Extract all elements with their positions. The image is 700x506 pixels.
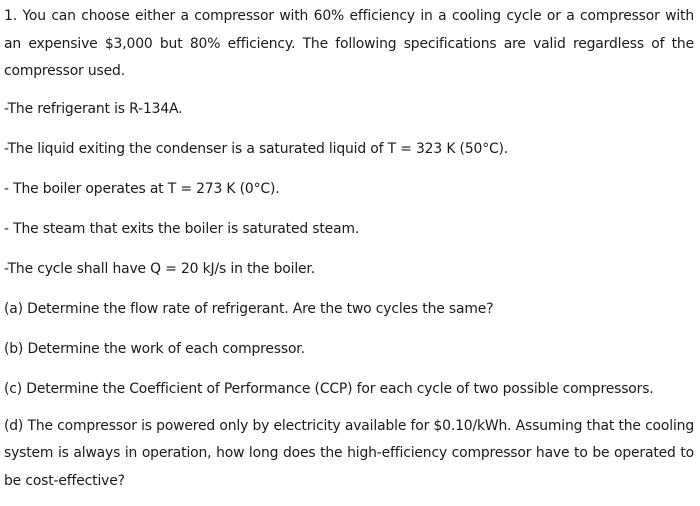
question-d: (d) The compressor is powered only by electricity available for $0.10/kWh. Assuming that the cooling system is always in operation, how long does the high-efficiency compressor have to be operated to be cost-effective? [4,417,694,489]
spec-refrigerant: -The refrigerant is R-134A. [4,100,183,117]
spec-boiler-heat-rate: -The cycle shall have Q = 20 kJ/s in the boiler. [4,260,315,277]
spec-boiler-temperature: - The boiler operates at T = 273 K (0°C). [4,180,280,197]
problem-intro: 1. You can choose either a compressor with 60% efficiency in a cooling cycle or a compressor with an expensive $3,000 but 80% efficiency. The following specifications are valid regardless of the compressor used. [4,8,694,79]
problem-document [4,0,694,495]
spec-condenser-exit: -The liquid exiting the condenser is a saturated liquid of T = 323 K (50°C). [4,140,509,157]
spec-boiler-exit-steam: - The steam that exits the boiler is saturated steam. [4,220,360,237]
question-b: (b) Determine the work of each compressor. [4,340,305,357]
question-a: (a) Determine the flow rate of refrigerant. Are the two cycles the same? [4,300,494,317]
question-c: (c) Determine the Coefficient of Performance (CCP) for each cycle of two possible compressors. [4,380,654,397]
